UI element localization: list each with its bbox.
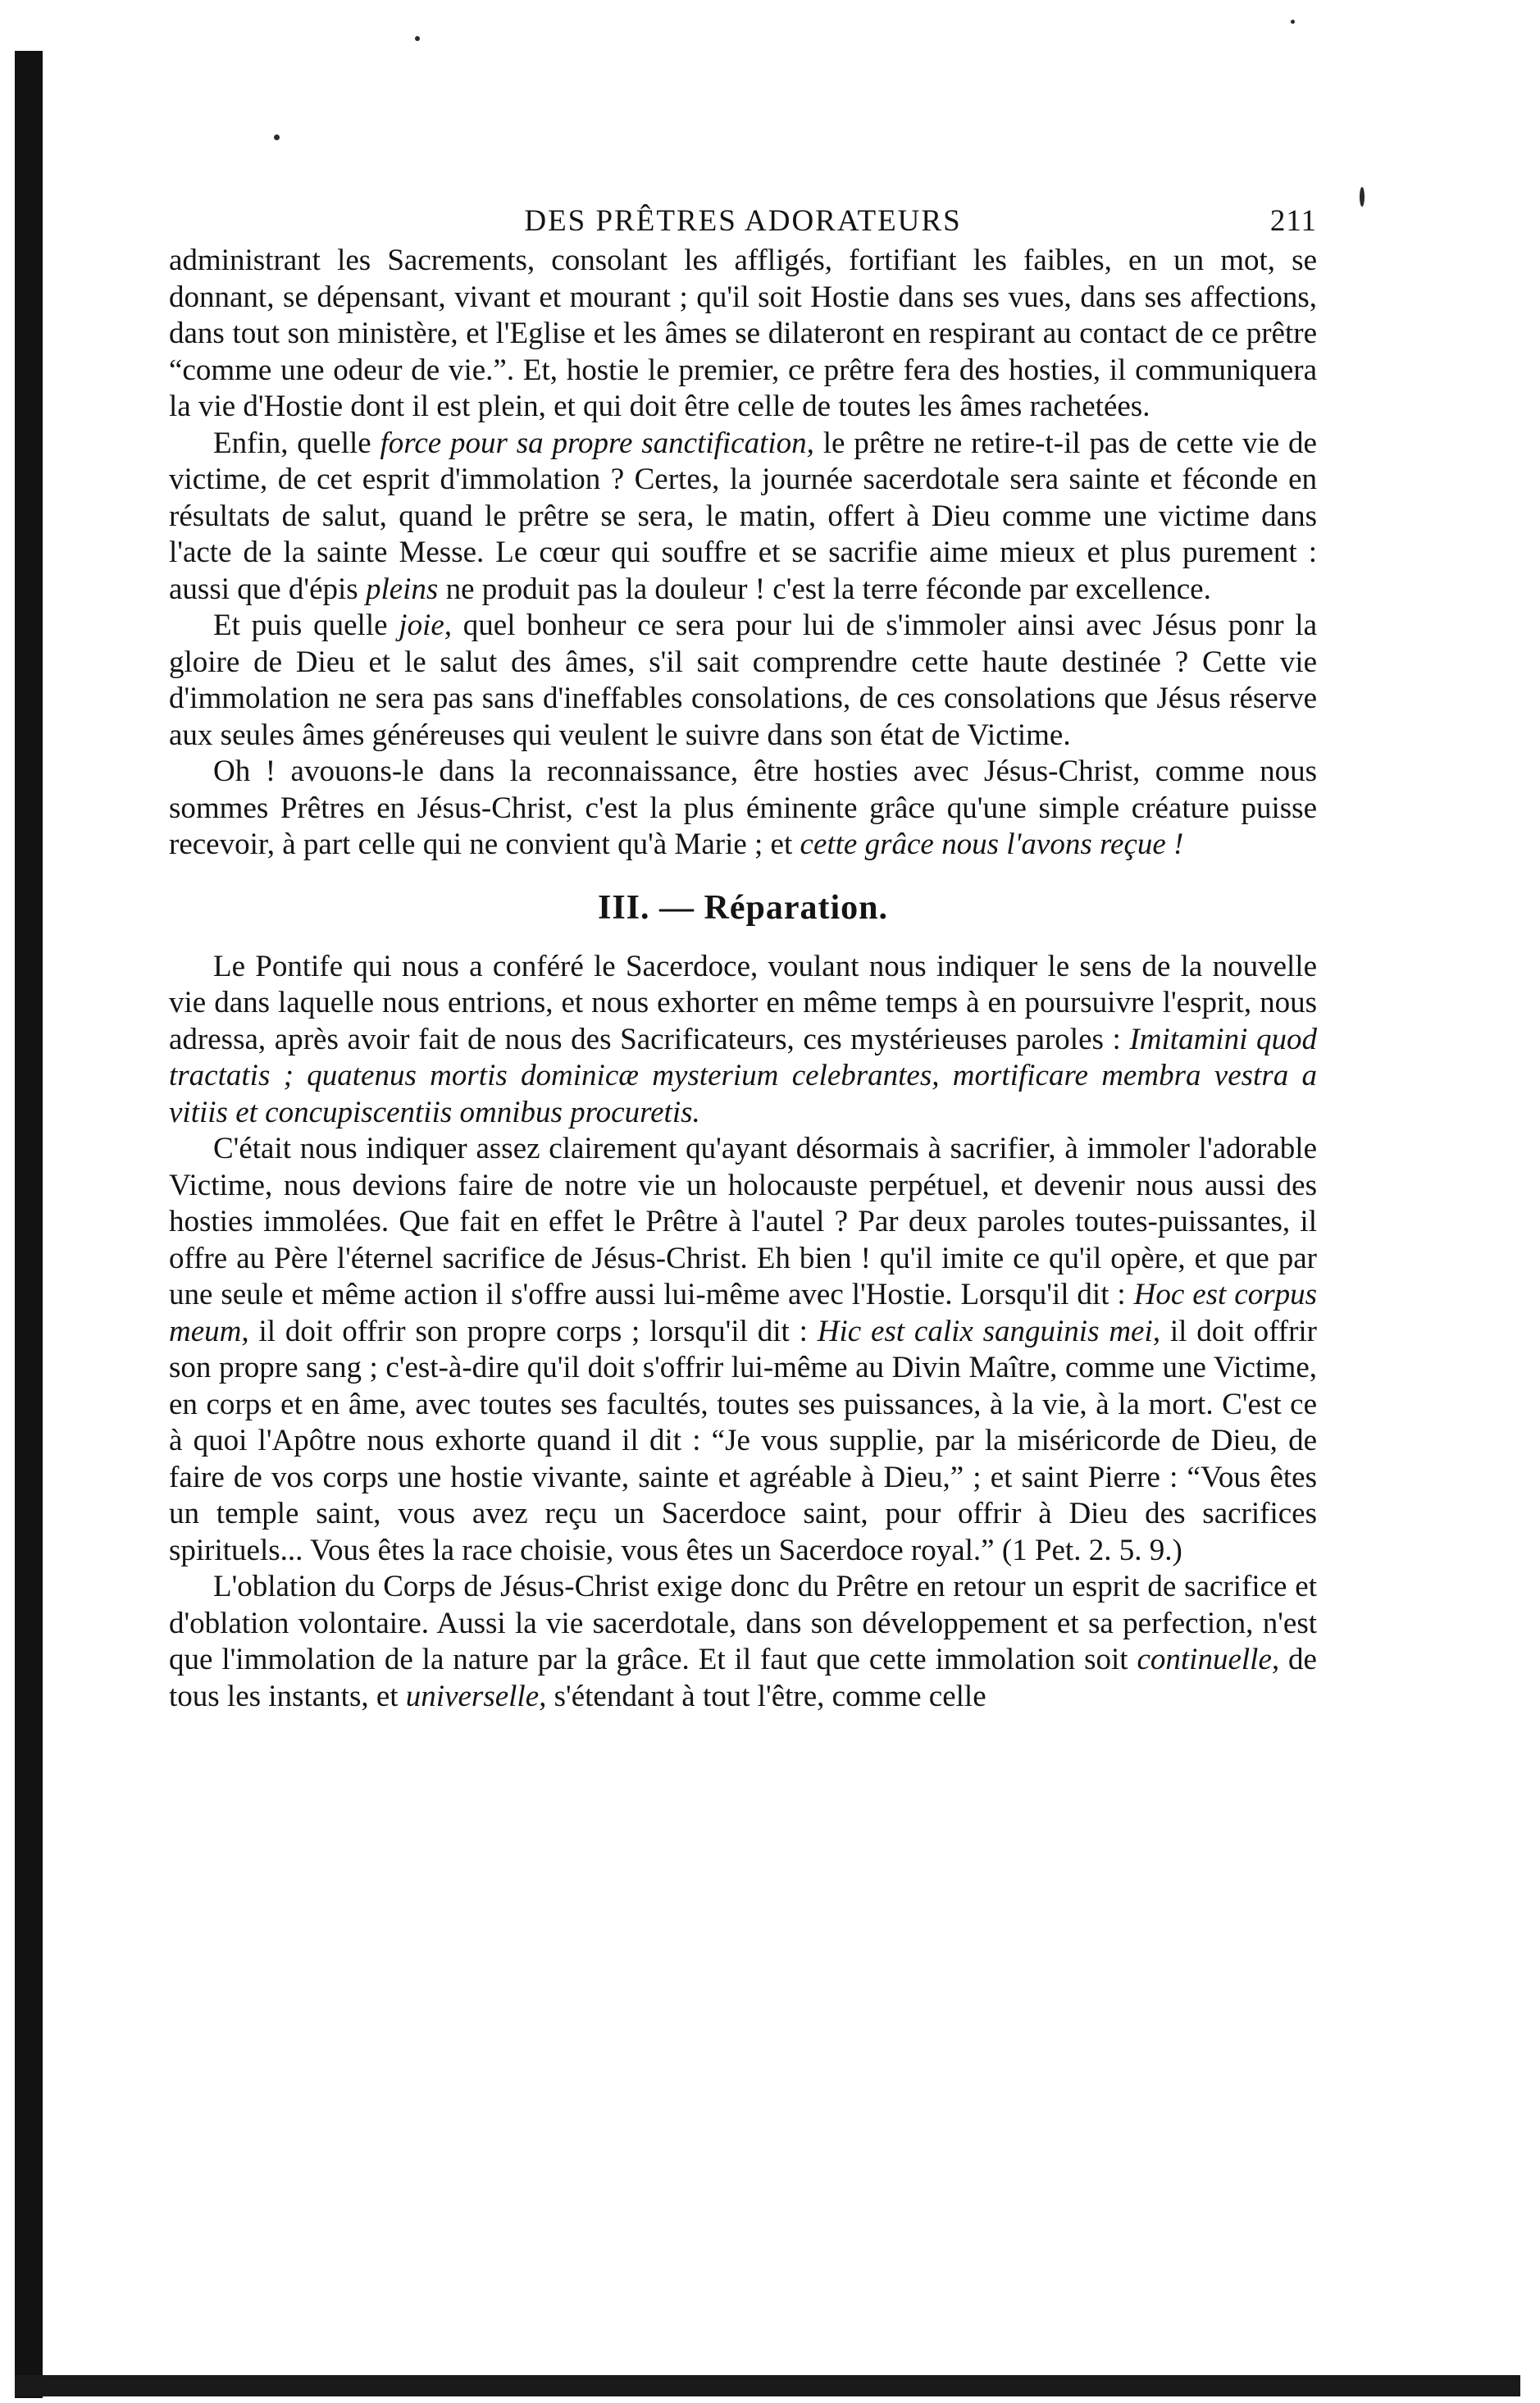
italic-text: Imitamini quod tractatis ; quatenus mortis dominicæ mysterium celebrantes, mortificare membra vestra a vitiis et concupiscentiis omnibus procuretis. — [169, 1022, 1317, 1129]
italic-text: pleins — [365, 572, 439, 606]
section-heading: III. — Réparation. — [597, 888, 889, 927]
text-run: quel bonheur ce sera pour lui de s'immoler ainsi avec Jésus ponr la gloire de Dieu et le salut des âmes, s'il sait comprendre cette haute destinée ? Cette vie d'immolation ne sera pas sans d'ineffables consolations, de ces consolations que Jésus réserve aux seules âmes généreuses qui veulent le suivre dans son état de Victime. — [169, 609, 1317, 752]
paragraph — [169, 1569, 1317, 1715]
text-run: ne produit pas la douleur ! c'est la terre féconde par excellence. — [438, 572, 1211, 606]
text-run: Enfin, quelle — [213, 426, 380, 460]
text-run: Le Pontife qui nous a conféré le Sacerdoce, voulant nous indiquer le sens de la nouvelle vie dans laquelle nous entrions, et nous exhorter en même temps à en poursuivre l'esprit, nous adressa, après avoir fait de nous des Sacrificateurs, ces mystérieuses paroles : — [169, 949, 1317, 1056]
running-head — [169, 203, 1317, 243]
scan-speck — [1360, 187, 1365, 207]
text-run: le prêtre ne retire-t-il pas de cette vie de victime, de cet esprit d'immolation ? Certes, la journée sacerdotale sera sainte et féconde en résultats de salut, quand le prêtre se sera, le matin, offert à Dieu comme une victime dans l'acte de la sainte Messe. Le cœur qui souffre et se sacrifie aime mieux et plus purement : aussi que d'épis — [169, 426, 1317, 606]
text-run: C'était nous indiquer assez clairement qu'ayant désormais à sacrifier, à immoler l'adorable Victime, nous devions faire de notre vie un holocauste perpétuel, et devenir nous aussi des hosties immolées. Que fait en effet le Prêtre à l'autel ? Par deux paroles toutes-puissantes, il offre au Père l'éternel sacrifice de Jésus-Christ. Eh bien ! qu'il imite ce qu'il opère, et que par une seule et même action il s'offre aussi lui-même avec l'Hostie. Lorsqu'il dit : — [169, 1132, 1317, 1311]
paragraph — [169, 608, 1317, 754]
italic-text: Hoc est corpus meum, — [169, 1278, 1317, 1348]
paragraph — [169, 1131, 1317, 1569]
scan-speck — [415, 36, 420, 41]
text-run: il doit offrir son propre corps ; lorsqu'il dit : — [248, 1314, 818, 1348]
italic-text: Hic est calix sanguinis mei, — [817, 1314, 1160, 1348]
book-page — [169, 203, 1317, 1715]
paragraph — [169, 754, 1317, 864]
body-text-part-1 — [169, 243, 1317, 864]
paragraph — [169, 243, 1317, 426]
text-run: administrant les Sacrements, consolant les affligés, fortifiant les faibles, en un mot, se donnant, se dépensant, vivant et mourant ; qu'il soit Hostie dans ses vues, dans ses affections, dans tout son ministère, et l'Eglise et les âmes se dilateront en respirant au contact de ce prêtre “comme une odeur de vie.”. Et, hostie le premier, ce prêtre fera des hosties, il communiquera la vie d'Hostie dont il est plein, et qui doit être celle de toutes les âmes rachetées. — [169, 244, 1317, 423]
scan-left-edge — [15, 51, 43, 2398]
italic-text: universelle, — [405, 1679, 547, 1713]
running-title: DES PRÊTRES ADORATEURS — [524, 204, 962, 238]
scan-speck — [1291, 20, 1295, 24]
text-run: il doit offrir son propre sang ; c'est-à-dire qu'il doit s'offrir lui-même au Divin Maître, comme une Victime, en corps et en âme, avec toutes ses facultés, toutes ses puissances, à la vie, à la mort. C'est ce à quoi l'Apôtre nous exhorte quand il dit : “Je vous supplie, par la miséricorde de Dieu, de faire de vos corps une hostie vivante, sainte et agréable à Dieu,” ; et saint Pierre : “Vous êtes un temple saint, vous avez reçu un Sacerdoce saint, pour offrir à Dieu des sacrifices spirituels... Vous êtes la race choisie, vous êtes un Sacerdoce royal.” (1 Pet. 2. 5. 9.) — [169, 1314, 1318, 1567]
scan-speck — [274, 135, 280, 140]
text-run: Oh ! avouons-le dans la reconnaissance, être hosties avec Jésus-Christ, comme nous sommes Prêtres en Jésus-Christ, c'est la plus éminente grâce qu'une simple créature puisse recevoir, à part celle qui ne convient qu'à Marie ; et — [169, 755, 1317, 861]
text-run: L'oblation du Corps de Jésus-Christ exige donc du Prêtre en retour un esprit de sacrifice et d'oblation volontaire. Aussi la vie sacerdotale, dans son développement et sa perfection, n'est que l'immolation de la nature par la grâce. Et il faut que cette immolation soit — [169, 1570, 1317, 1676]
scan-bottom-edge — [15, 2375, 1520, 2396]
text-run: de tous les instants, et — [169, 1643, 1317, 1713]
text-run: s'étendant à tout l'être, comme celle — [546, 1679, 986, 1713]
paragraph — [169, 949, 1317, 1132]
italic-text: joie, — [399, 609, 453, 642]
italic-text: cette grâce nous l'avons reçue ! — [800, 828, 1184, 861]
body-text-part-2 — [169, 949, 1317, 1716]
italic-text: force pour sa propre sanctification, — [380, 426, 814, 460]
text-run: Et puis quelle — [213, 609, 399, 642]
page-number: 211 — [1269, 204, 1317, 238]
italic-text: continuelle, — [1137, 1643, 1280, 1676]
paragraph — [169, 426, 1317, 609]
